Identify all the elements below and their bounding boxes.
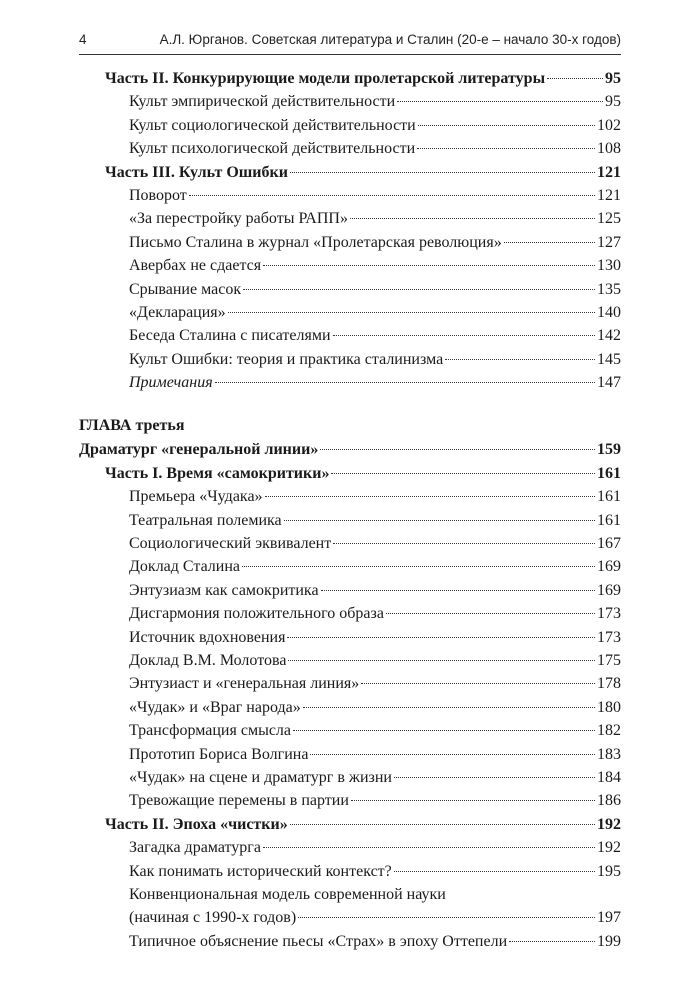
toc-entry-section[interactable]	[79, 301, 621, 324]
leader-dots	[394, 871, 595, 872]
toc-entry-title: «За перестройку работы РАПП»	[129, 210, 348, 228]
toc-entry-section[interactable]	[79, 137, 621, 160]
toc-entry-page: 173	[597, 605, 621, 623]
toc-entry-title: «Чудак» и «Враг народа»	[129, 698, 301, 716]
toc-entry-section[interactable]	[79, 579, 621, 602]
leader-dots	[547, 78, 603, 79]
leader-dots	[290, 172, 595, 173]
toc-entry-page: 173	[597, 628, 621, 646]
toc-entry-title: Авербах не сдается	[129, 257, 262, 275]
toc-entry-page: 102	[597, 116, 621, 134]
toc-entry-section[interactable]	[79, 672, 621, 695]
toc-entry-section[interactable]	[79, 485, 621, 508]
toc-entry-section[interactable]	[79, 766, 621, 789]
toc-entry-page: 192	[597, 839, 621, 857]
leader-dots	[397, 101, 603, 102]
toc-entry-chapter[interactable]	[79, 438, 621, 461]
leader-dots	[242, 566, 595, 567]
leader-dots	[298, 917, 595, 918]
toc-entry-section[interactable]	[79, 509, 621, 532]
leader-dots	[287, 637, 595, 638]
leader-dots	[265, 496, 595, 497]
toc-entry-title: Типичное объяснение пьесы «Страх» в эпоху Оттепели	[129, 932, 508, 950]
leader-dots	[331, 473, 595, 474]
toc-entry-page: 121	[597, 163, 621, 181]
leader-dots	[228, 312, 595, 313]
toc-entry-section[interactable]	[79, 602, 621, 625]
toc-entry-title: Часть III. Культ Ошибки	[105, 163, 288, 181]
toc-entry-title: Культ социологической действительности	[129, 116, 416, 134]
toc-entry-page: 169	[597, 558, 621, 576]
toc-block-continuation	[79, 906, 621, 953]
leader-dots	[284, 520, 595, 521]
toc-entry-section[interactable]	[79, 348, 621, 371]
leader-dots	[504, 242, 595, 243]
leader-dots	[263, 847, 595, 848]
toc-entry-title: «Чудак» на сцене и драматург в жизни	[129, 768, 392, 786]
toc-entry-title: Дисгармония положительного образа	[129, 605, 384, 623]
toc-entry-page: 161	[597, 488, 621, 506]
chapter-heading: ГЛАВА третья	[79, 417, 185, 435]
toc-entry-section[interactable]	[79, 532, 621, 555]
toc-entry-section[interactable]	[79, 371, 621, 394]
toc-entry-section[interactable]	[79, 906, 621, 929]
toc-entry-page: 182	[597, 722, 621, 740]
toc-entry-section[interactable]	[79, 184, 621, 207]
toc-entry-part[interactable]	[79, 67, 621, 90]
toc-entry-page: 197	[597, 909, 621, 927]
toc-entry-title-line: Конвенциональная модель современной науки	[129, 885, 446, 903]
toc-entry-title: Как понимать исторический контекст?	[129, 862, 392, 880]
toc-entry-page: 108	[597, 140, 621, 158]
toc-entry-page: 145	[597, 350, 621, 368]
toc-entry-page: 135	[597, 280, 621, 298]
leader-dots	[509, 941, 595, 942]
leader-dots	[189, 195, 595, 196]
toc-entry-section[interactable]	[79, 555, 621, 578]
toc-entry-page: 175	[597, 651, 621, 669]
toc-entry-page: 95	[605, 93, 621, 111]
leader-dots	[333, 543, 595, 544]
toc-entry-title: Источник вдохновения	[129, 628, 286, 646]
leader-dots	[417, 148, 595, 149]
toc-entry-title: Культ психологической действительности	[129, 140, 416, 158]
toc-block-chapter-two-end	[79, 67, 621, 394]
toc-entry-section[interactable]	[79, 649, 621, 672]
toc-entry-title: «Декларация»	[129, 303, 226, 321]
toc-entry-title: Загадка драматурга	[129, 839, 261, 857]
leader-dots	[288, 660, 595, 661]
toc-entry-section[interactable]	[79, 207, 621, 230]
toc-entry-page: 95	[605, 70, 621, 87]
toc-entry-title: Прототип Бориса Волгина	[129, 745, 309, 763]
toc-entry-section[interactable]	[79, 789, 621, 812]
toc-entry-page: 161	[597, 511, 621, 529]
toc-entry-title: Энтузиаст и «генеральная линия»	[129, 675, 360, 693]
running-header	[79, 28, 621, 55]
toc-entry-page: 169	[597, 581, 621, 599]
toc-entry-section[interactable]	[79, 743, 621, 766]
toc-entry-title: Часть I. Время «самокритики»	[105, 464, 330, 482]
toc-entry-part[interactable]	[79, 161, 621, 184]
toc-entry-title: Доклад В.М. Молотова	[129, 651, 287, 669]
toc-entry-title: Часть II. Эпоха «чистки»	[105, 815, 288, 833]
toc-entry-section[interactable]	[79, 836, 621, 859]
toc-entry-section[interactable]	[79, 719, 621, 742]
leader-dots	[333, 335, 595, 336]
page-number: 4	[79, 32, 87, 47]
toc-entry-page: 192	[597, 815, 621, 833]
leader-dots	[215, 382, 595, 383]
leader-dots	[351, 800, 595, 801]
toc-entry-page: 121	[597, 186, 621, 204]
toc-entry-section[interactable]	[79, 231, 621, 254]
toc-entry-section[interactable]	[79, 278, 621, 301]
toc-entry-section[interactable]	[79, 930, 621, 953]
toc-entry-page: 180	[597, 698, 621, 716]
toc-entry-section[interactable]	[79, 90, 621, 113]
toc-entry-page: 147	[597, 374, 621, 392]
leader-dots	[290, 824, 595, 825]
toc-entry-page: 159	[597, 441, 621, 459]
toc-entry-part[interactable]	[79, 813, 621, 836]
toc-entry-page: 125	[597, 210, 621, 228]
toc-entry-page: 142	[597, 327, 621, 345]
spacer	[79, 394, 621, 414]
toc-entry-section[interactable]	[79, 324, 621, 347]
toc-entry-title: Срывание масок	[129, 280, 242, 298]
toc-entry-page: 167	[597, 535, 621, 553]
leader-dots	[445, 359, 595, 360]
leader-dots	[361, 683, 595, 684]
toc-entry-page: 184	[597, 768, 621, 786]
toc-entry-title: Беседа Сталина с писателями	[129, 327, 331, 345]
toc-entry-section[interactable]	[79, 254, 621, 277]
toc-entry-title: Драматург «генеральной линии»	[79, 441, 319, 459]
leader-dots	[310, 754, 595, 755]
leader-dots	[321, 590, 595, 591]
toc-entry-page: 127	[597, 233, 621, 251]
toc-entry-page: 186	[597, 792, 621, 810]
leader-dots	[350, 218, 595, 219]
toc-entry-page: 195	[597, 862, 621, 880]
toc-block-chapter-three	[79, 462, 621, 883]
toc-entry-title: Письмо Сталина в журнал «Пролетарская революция»	[129, 233, 502, 251]
leader-dots	[303, 707, 595, 708]
leader-dots	[243, 289, 595, 290]
toc-entry-title: Трансформация смысла	[129, 722, 292, 740]
toc-entry-page: 178	[597, 675, 621, 693]
toc-entry-title: Театральная полемика	[129, 511, 282, 529]
toc-entry-title: Культ Ошибки: теория и практика сталинизма	[129, 350, 444, 368]
toc-entry-page: 183	[597, 745, 621, 763]
toc-entry-page: 161	[597, 464, 621, 482]
toc-entry-section[interactable]	[79, 114, 621, 137]
toc-entry-title: Поворот	[129, 186, 187, 204]
leader-dots	[394, 777, 595, 778]
toc-entry-section[interactable]	[79, 626, 621, 649]
toc-entry-page: 140	[597, 303, 621, 321]
toc-entry-title: Социологический эквивалент	[129, 535, 332, 553]
running-title: А.Л. Юрганов. Советская литература и Сталин (20-е – начало 30-х годов)	[159, 32, 621, 47]
toc-entry-page: 199	[597, 932, 621, 950]
toc-entry-part[interactable]	[79, 462, 621, 485]
toc-entry-title: Энтузиазм как самокритика	[129, 581, 319, 599]
toc-entry-title: Тревожащие перемены в партии	[129, 792, 349, 810]
leader-dots	[320, 449, 595, 450]
toc-entry-section[interactable]	[79, 696, 621, 719]
leader-dots	[263, 265, 595, 266]
toc-entry-title: Премьера «Чудака»	[129, 488, 263, 506]
toc-entry-title: Примечания	[129, 374, 213, 392]
leader-dots	[418, 125, 595, 126]
table-of-contents	[79, 67, 621, 953]
leader-dots	[386, 613, 595, 614]
toc-entry-page: 130	[597, 257, 621, 275]
toc-entry-section[interactable]	[79, 860, 621, 883]
toc-entry-title: Доклад Сталина	[129, 558, 241, 576]
toc-entry-title: Часть II. Конкурирующие модели пролетарской литературы	[105, 70, 546, 87]
toc-entry-title: Культ эмпирической действительности	[129, 93, 396, 111]
toc-entry-title: (начиная с 1990-х годов)	[129, 909, 297, 927]
leader-dots	[293, 730, 595, 731]
